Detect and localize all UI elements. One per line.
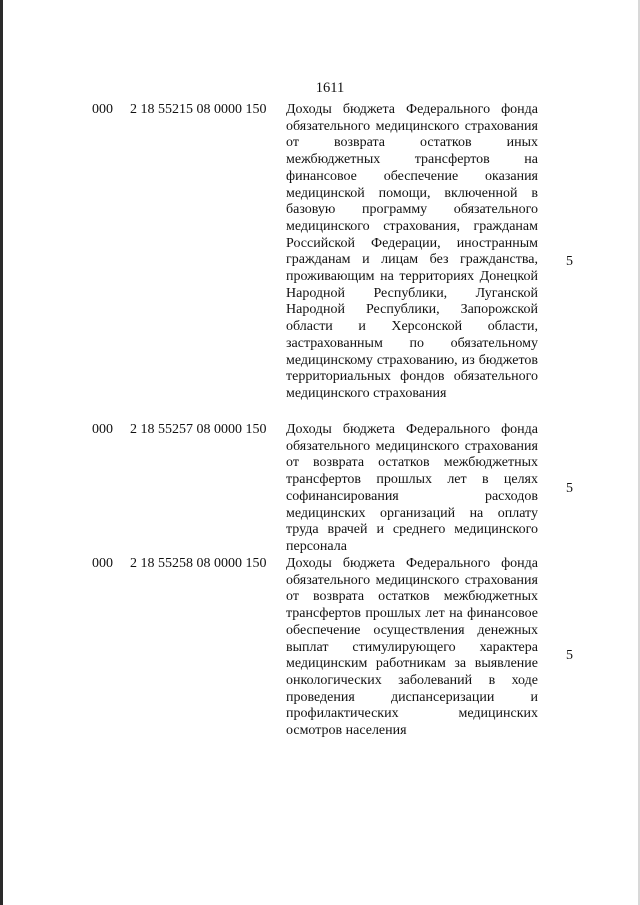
admin-code: 000 [92, 102, 113, 117]
admin-code: 000 [92, 422, 113, 437]
income-description: Доходы бюджета Федерального фонда обязательного медицинского страхования от возврата остатков межбюджетных трансфертов прошлых лет на финансовое обеспечение осуществления денежных выплат стимулирующего характера медицинским работникам за выявление онкологических заболеваний в ходе проведения диспансеризации и профилактических медицинских осмотров населения [286, 556, 538, 739]
income-description: Доходы бюджета Федерального фонда обязательного медицинского страхования от возврата остатков иных межбюджетных трансфертов на финансовое обеспечение оказания медицинской помощи, включенной в базовую программу обязательного медицинского страхования, гражданам Российской Федерации, иностранным гражданам и лицам без гражданства, проживающим на территориях Донецкой Народной Республики, Луганской Народной Республики, Запорожской области и Херсонской области, застрахованным по обязательному медицинскому страхованию, из бюджетов территориальных фондов обязательного медицинского страхования [286, 102, 538, 401]
page-number: 1611 [315, 80, 345, 96]
kbk-code: 2 18 55215 08 0000 150 [130, 102, 267, 117]
amount-value: 5 [566, 254, 573, 269]
amount-value: 5 [566, 481, 573, 496]
income-description: Доходы бюджета Федерального фонда обязательного медицинского страхования от возврата остатков межбюджетных трансфертов прошлых лет в целях софинансирования расходов медицинских организаций на оплату труда врачей и среднего медицинского персонала [286, 422, 538, 554]
kbk-code: 2 18 55257 08 0000 150 [130, 422, 267, 437]
amount-value: 5 [566, 648, 573, 663]
scan-edge-left [0, 0, 3, 905]
admin-code: 000 [92, 556, 113, 571]
kbk-code: 2 18 55258 08 0000 150 [130, 556, 267, 571]
